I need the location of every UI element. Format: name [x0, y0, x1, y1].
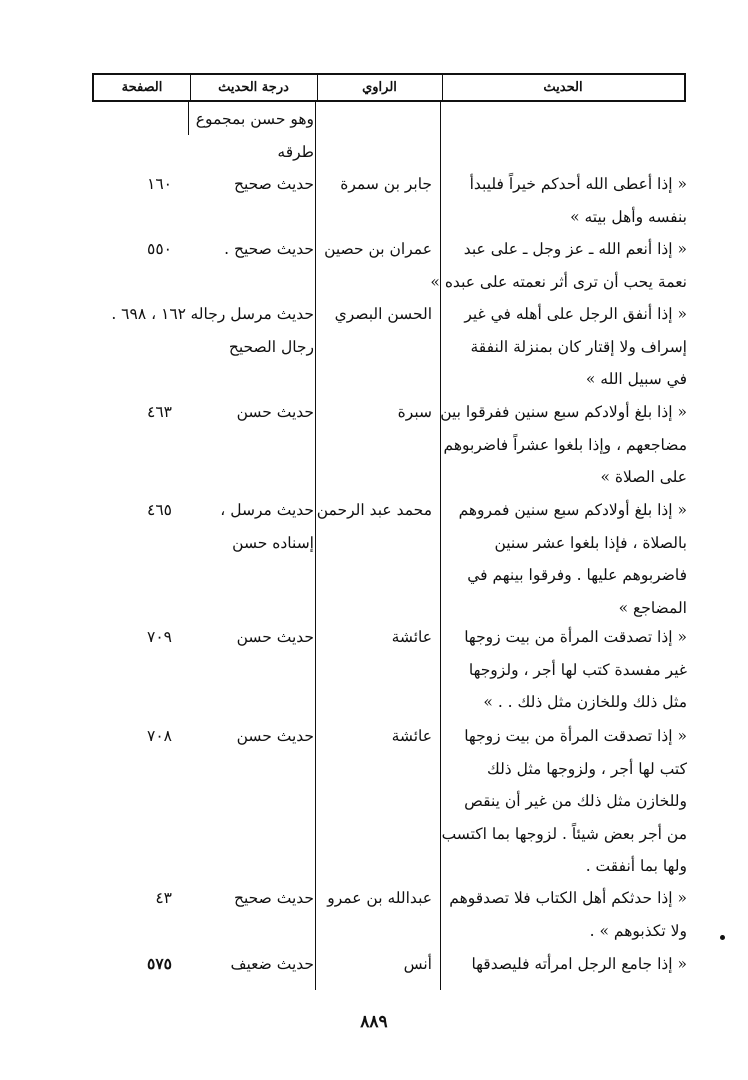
header-page: الصفحة: [121, 80, 163, 95]
row-4-narrator: سبرة: [397, 403, 432, 421]
stray-mark: [720, 935, 725, 940]
row-7-page: ٧٠٨: [147, 727, 172, 745]
hadith-line: نعمة يحب أن ترى أثر نعمته على عبده »: [430, 272, 687, 291]
table-header: [92, 73, 686, 102]
hadith-line: ولا تكذبوهم » .: [589, 921, 687, 940]
hadith-line: وللخازن مثل ذلك من غير أن ينقص: [464, 792, 687, 810]
row-8-narrator: عبدالله بن عمرو: [327, 889, 432, 907]
hadith-line: « إذا أنعم الله ـ عز وجل ـ على عبد: [463, 240, 687, 258]
page-number: ٨٨٩: [360, 1012, 388, 1032]
header-divider: [317, 75, 318, 100]
hadith-line: إسراف ولا إقتار كان بمنزلة النفقة: [470, 337, 687, 356]
row-4-grade: حديث حسن: [236, 403, 314, 421]
hadith-line: المضاجع »: [618, 598, 687, 617]
hadith-line: في سبيل الله »: [585, 370, 687, 388]
grade-line: حديث مرسل رجاله: [190, 305, 314, 323]
header-grade: درجة الحديث: [218, 80, 289, 95]
row-4-page: ٤٦٣: [147, 403, 172, 421]
hadith-line: « إذا بلغ أولادكم سبع سنين ففرقوا بين: [440, 403, 687, 421]
row-9-hadith: [447, 948, 687, 981]
row-3-hadith: [447, 298, 687, 396]
row-8-grade: حديث صحيح: [233, 889, 314, 907]
header-divider: [190, 75, 191, 100]
row-3-grade: [188, 298, 314, 363]
row-1-narrator: جابر بن سمرة: [340, 175, 432, 193]
column-rule: [440, 100, 441, 990]
hadith-line: بنفسه وأهل بيته »: [570, 207, 687, 226]
row-3-page: ١٦٢ ، ٦٩٨ .: [111, 305, 186, 323]
row-2-page: ٥٥٠: [147, 240, 172, 258]
row-1-page: ١٦٠: [147, 175, 172, 193]
row-2-grade: حديث صحيح .: [224, 240, 314, 258]
header-hadith: الحديث: [543, 80, 583, 95]
row-4-hadith: [440, 396, 687, 494]
hadith-line: بالصلاة ، فإذا بلغوا عشر سنين: [494, 533, 687, 552]
hadith-line: « إذا تصدقت المرأة من بيت زوجها: [464, 727, 687, 745]
row-8-hadith: [447, 882, 687, 947]
hadith-line: غير مفسدة كتب لها أجر ، ولزوجها: [468, 660, 687, 679]
hadith-line: على الصلاة »: [600, 468, 687, 486]
header-divider: [442, 75, 443, 100]
row-5-hadith: [447, 494, 687, 624]
row-6-page: ٧٠٩: [147, 628, 172, 646]
row-6-narrator: عائشة: [391, 628, 432, 646]
hadith-line: « إذا بلغ أولادكم سبع سنين فمروهم: [458, 501, 687, 519]
hadith-line: مثل ذلك وللخازن مثل ذلك . . »: [483, 693, 687, 711]
grade-line: رجال الصحيح: [228, 337, 314, 356]
hadith-line: « إذا أعطى الله أحدكم خيراً فليبدأ: [469, 175, 687, 193]
row-8-page: ٤٣: [155, 889, 172, 907]
row-3-narrator: الحسن البصري: [334, 305, 432, 323]
row-9-page: ٥٧٥: [147, 954, 172, 973]
hadith-line: ولها بما أنفقت .: [585, 857, 687, 875]
grade-line: حديث مرسل ،: [220, 501, 314, 519]
hadith-line: مضاجعهم ، وإذا بلغوا عشراً فاضربوهم: [443, 435, 687, 454]
row-5-grade: [188, 494, 314, 559]
hadith-line: « إذا جامع الرجل امرأته فليصدقها: [471, 955, 687, 973]
row-7-hadith: [441, 720, 687, 883]
row-2-narrator: عمران بن حصين: [324, 240, 432, 258]
row-5-narrator: محمد عبد الرحمن: [316, 501, 432, 519]
hadith-line: « إذا حدثكم أهل الكتاب فلا تصدقوهم: [449, 889, 687, 907]
row-1-hadith: [447, 168, 687, 233]
hadith-line: من أجر بعض شيئاً . لزوجها بما اكتسب: [441, 824, 687, 843]
hadith-line: « إذا أنفق الرجل على أهله في غير: [464, 305, 687, 323]
row-2-hadith: [430, 233, 687, 298]
row-6-grade: حديث حسن: [236, 628, 314, 646]
header-narrator: الراوي: [362, 80, 397, 95]
hadith-line: « إذا تصدقت المرأة من بيت زوجها: [464, 628, 687, 646]
row-5-page: ٤٦٥: [147, 501, 172, 519]
grade-line: طرقه: [277, 142, 314, 161]
hadith-line: كتب لها أجر ، ولزوجها مثل ذلك: [487, 759, 687, 778]
grade-line: إسناده حسن: [232, 533, 314, 552]
row-7-grade: حديث حسن: [236, 727, 314, 745]
row-7-narrator: عائشة: [391, 727, 432, 745]
row-6-hadith: [447, 621, 687, 719]
row-9-narrator: أنس: [403, 955, 432, 973]
row-1-grade: حديث صحيح: [233, 175, 314, 193]
hadith-line: فاضربوهم عليها . وفرقوا بينهم في: [467, 566, 687, 584]
grade-line: وهو حسن بمجموع: [195, 110, 314, 128]
row-0-grade: [184, 103, 314, 168]
row-9-grade: حديث ضعيف: [230, 955, 314, 973]
